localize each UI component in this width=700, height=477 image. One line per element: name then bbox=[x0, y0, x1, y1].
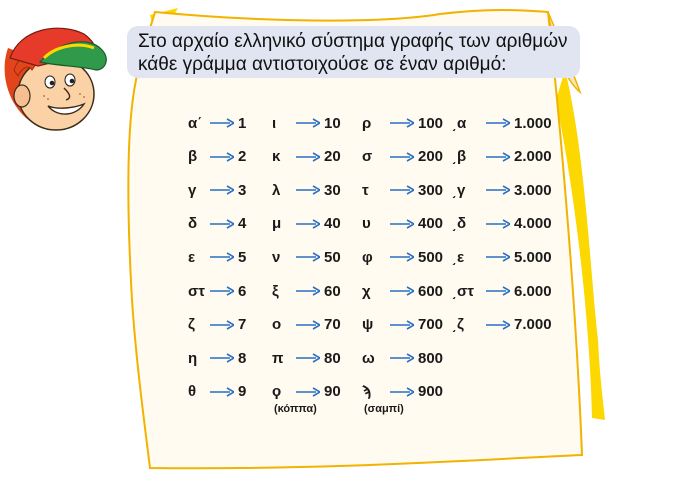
numeral-entry bbox=[362, 213, 443, 235]
arrow-right-icon bbox=[210, 152, 234, 162]
arrow-right-icon bbox=[486, 252, 510, 262]
numeral-entry bbox=[188, 179, 246, 201]
numeral-value: 3 bbox=[238, 181, 247, 199]
numeral-entry bbox=[452, 179, 552, 201]
numeral-entry bbox=[272, 347, 341, 369]
greek-numeral: ρ bbox=[362, 114, 372, 132]
greek-numeral: δ bbox=[188, 215, 198, 233]
numeral-value: 6 bbox=[238, 282, 247, 300]
greek-numeral: ω bbox=[362, 349, 375, 367]
numeral-value: 5 bbox=[238, 248, 247, 266]
numeral-value: 800 bbox=[418, 349, 444, 367]
greek-numeral: κ bbox=[272, 148, 281, 166]
speech-bubble-line: Στο αρχαίο ελληνικό σύστημα γραφής των αριθμών bbox=[138, 31, 568, 52]
numeral-name-note: (σαμπί) bbox=[364, 402, 404, 415]
numeral-entry bbox=[362, 246, 443, 268]
arrow-right-icon bbox=[210, 320, 234, 330]
numeral-entry bbox=[362, 280, 443, 302]
arrow-right-icon bbox=[296, 353, 320, 363]
arrow-right-icon bbox=[296, 252, 320, 262]
numeral-value: 30 bbox=[324, 181, 341, 199]
numeral-entry bbox=[272, 146, 341, 168]
greek-numeral: ͵στ bbox=[452, 282, 474, 300]
arrow-right-icon bbox=[390, 185, 414, 195]
arrow-right-icon bbox=[486, 118, 510, 128]
numeral-value: 4.000 bbox=[514, 215, 552, 233]
numeral-entry bbox=[188, 314, 246, 336]
greek-numeral: χ bbox=[362, 282, 371, 300]
numeral-entry bbox=[452, 112, 552, 134]
arrow-right-icon bbox=[486, 286, 510, 296]
numeral-value: 5.000 bbox=[514, 248, 552, 266]
greek-numeral: στ bbox=[188, 282, 205, 300]
numeral-value: 200 bbox=[418, 148, 444, 166]
speech-bubble-text bbox=[138, 30, 578, 76]
numeral-value: 9 bbox=[238, 383, 247, 401]
greek-numeral: α΄ bbox=[188, 114, 203, 132]
arrow-right-icon bbox=[486, 152, 510, 162]
numeral-value: 100 bbox=[418, 114, 444, 132]
arrow-right-icon bbox=[486, 185, 510, 195]
greek-numeral: τ bbox=[362, 181, 369, 199]
numeral-value: 80 bbox=[324, 349, 341, 367]
greek-numeral: ϙ bbox=[272, 383, 282, 401]
numeral-value: 6.000 bbox=[514, 282, 552, 300]
numeral-entry bbox=[362, 381, 443, 403]
greek-numeral: ο bbox=[272, 316, 282, 334]
arrow-right-icon bbox=[210, 219, 234, 229]
greek-numeral: ͵γ bbox=[452, 181, 466, 199]
numeral-entry bbox=[188, 112, 246, 134]
numeral-value: 2.000 bbox=[514, 148, 552, 166]
numeral-value: 900 bbox=[418, 383, 444, 401]
greek-numeral: ξ bbox=[272, 282, 279, 300]
numeral-value: 7 bbox=[238, 316, 247, 334]
arrow-right-icon bbox=[210, 252, 234, 262]
numeral-entry bbox=[272, 246, 341, 268]
arrow-right-icon bbox=[486, 219, 510, 229]
arrow-right-icon bbox=[296, 152, 320, 162]
numeral-value: 20 bbox=[324, 148, 341, 166]
numeral-entry bbox=[272, 280, 341, 302]
numeral-entry bbox=[188, 146, 246, 168]
arrow-right-icon bbox=[210, 185, 234, 195]
numeral-entry bbox=[362, 112, 443, 134]
greek-numeral: σ bbox=[362, 148, 373, 166]
arrow-right-icon bbox=[486, 320, 510, 330]
arrow-right-icon bbox=[210, 286, 234, 296]
greek-numeral: η bbox=[188, 349, 198, 367]
numeral-entry bbox=[272, 112, 341, 134]
numeral-entry bbox=[188, 246, 246, 268]
numeral-entry bbox=[362, 146, 443, 168]
greek-numeral: ͵α bbox=[452, 114, 467, 132]
greek-numeral: ͵β bbox=[452, 148, 467, 166]
greek-numeral: ϡ bbox=[362, 383, 372, 401]
numeral-entry bbox=[188, 280, 246, 302]
greek-numeral: γ bbox=[188, 181, 197, 199]
numeral-value: 70 bbox=[324, 316, 341, 334]
greek-numeral: ε bbox=[188, 248, 196, 266]
arrow-right-icon bbox=[390, 387, 414, 397]
numeral-value: 10 bbox=[324, 114, 341, 132]
arrow-right-icon bbox=[210, 353, 234, 363]
numeral-entry bbox=[362, 347, 443, 369]
greek-numeral: β bbox=[188, 148, 198, 166]
greek-numeral: ι bbox=[272, 114, 277, 132]
numeral-value: 7.000 bbox=[514, 316, 552, 334]
arrow-right-icon bbox=[390, 219, 414, 229]
numeral-value: 50 bbox=[324, 248, 341, 266]
numeral-entry bbox=[272, 179, 341, 201]
greek-numeral: ͵δ bbox=[452, 215, 467, 233]
numeral-value: 8 bbox=[238, 349, 247, 367]
numeral-name-note: (κόππα) bbox=[274, 402, 317, 415]
arrow-right-icon bbox=[296, 320, 320, 330]
numeral-value: 2 bbox=[238, 148, 247, 166]
numeral-entry bbox=[272, 381, 341, 403]
arrow-right-icon bbox=[390, 252, 414, 262]
numeral-value: 400 bbox=[418, 215, 444, 233]
greek-numeral: ν bbox=[272, 248, 281, 266]
numeral-value: 4 bbox=[238, 215, 247, 233]
greek-numeral: ͵ζ bbox=[452, 316, 464, 334]
greek-numeral: ͵ε bbox=[452, 248, 465, 266]
numeral-entry bbox=[452, 314, 552, 336]
greek-numeral: θ bbox=[188, 383, 197, 401]
boy-illustration bbox=[5, 28, 107, 130]
arrow-right-icon bbox=[390, 286, 414, 296]
arrow-right-icon bbox=[390, 118, 414, 128]
arrow-right-icon bbox=[390, 320, 414, 330]
numeral-entry bbox=[452, 213, 552, 235]
arrow-right-icon bbox=[296, 219, 320, 229]
arrow-right-icon bbox=[390, 152, 414, 162]
numeral-value: 60 bbox=[324, 282, 341, 300]
greek-numeral: ζ bbox=[188, 316, 195, 334]
numeral-entry bbox=[452, 280, 552, 302]
numeral-value: 600 bbox=[418, 282, 444, 300]
numeral-value: 3.000 bbox=[514, 181, 552, 199]
arrow-right-icon bbox=[210, 118, 234, 128]
greek-numeral: υ bbox=[362, 215, 371, 233]
arrow-right-icon bbox=[296, 387, 320, 397]
numeral-entry bbox=[362, 314, 443, 336]
numeral-entry bbox=[362, 179, 443, 201]
numeral-value: 700 bbox=[418, 316, 444, 334]
numeral-entry bbox=[188, 213, 246, 235]
numeral-entry bbox=[188, 381, 246, 403]
greek-numeral: π bbox=[272, 349, 284, 367]
arrow-right-icon bbox=[210, 387, 234, 397]
numeral-entry bbox=[452, 146, 552, 168]
numeral-entry bbox=[188, 347, 246, 369]
numeral-value: 300 bbox=[418, 181, 444, 199]
numeral-entry bbox=[452, 246, 552, 268]
greek-numeral: φ bbox=[362, 248, 373, 266]
arrow-right-icon bbox=[390, 353, 414, 363]
greek-numeral: μ bbox=[272, 215, 282, 233]
arrow-right-icon bbox=[296, 118, 320, 128]
arrow-right-icon bbox=[296, 185, 320, 195]
numeral-value: 1.000 bbox=[514, 114, 552, 132]
numeral-value: 40 bbox=[324, 215, 341, 233]
greek-numeral: ψ bbox=[362, 316, 374, 334]
greek-numeral: λ bbox=[272, 181, 281, 199]
numeral-entry bbox=[272, 213, 341, 235]
speech-bubble-line: κάθε γράμμα αντιστοιχούσε σε έναν αριθμό: bbox=[138, 54, 507, 75]
numeral-entry bbox=[272, 314, 341, 336]
numeral-value: 1 bbox=[238, 114, 247, 132]
numeral-value: 90 bbox=[324, 383, 341, 401]
numeral-value: 500 bbox=[418, 248, 444, 266]
arrow-right-icon bbox=[296, 286, 320, 296]
